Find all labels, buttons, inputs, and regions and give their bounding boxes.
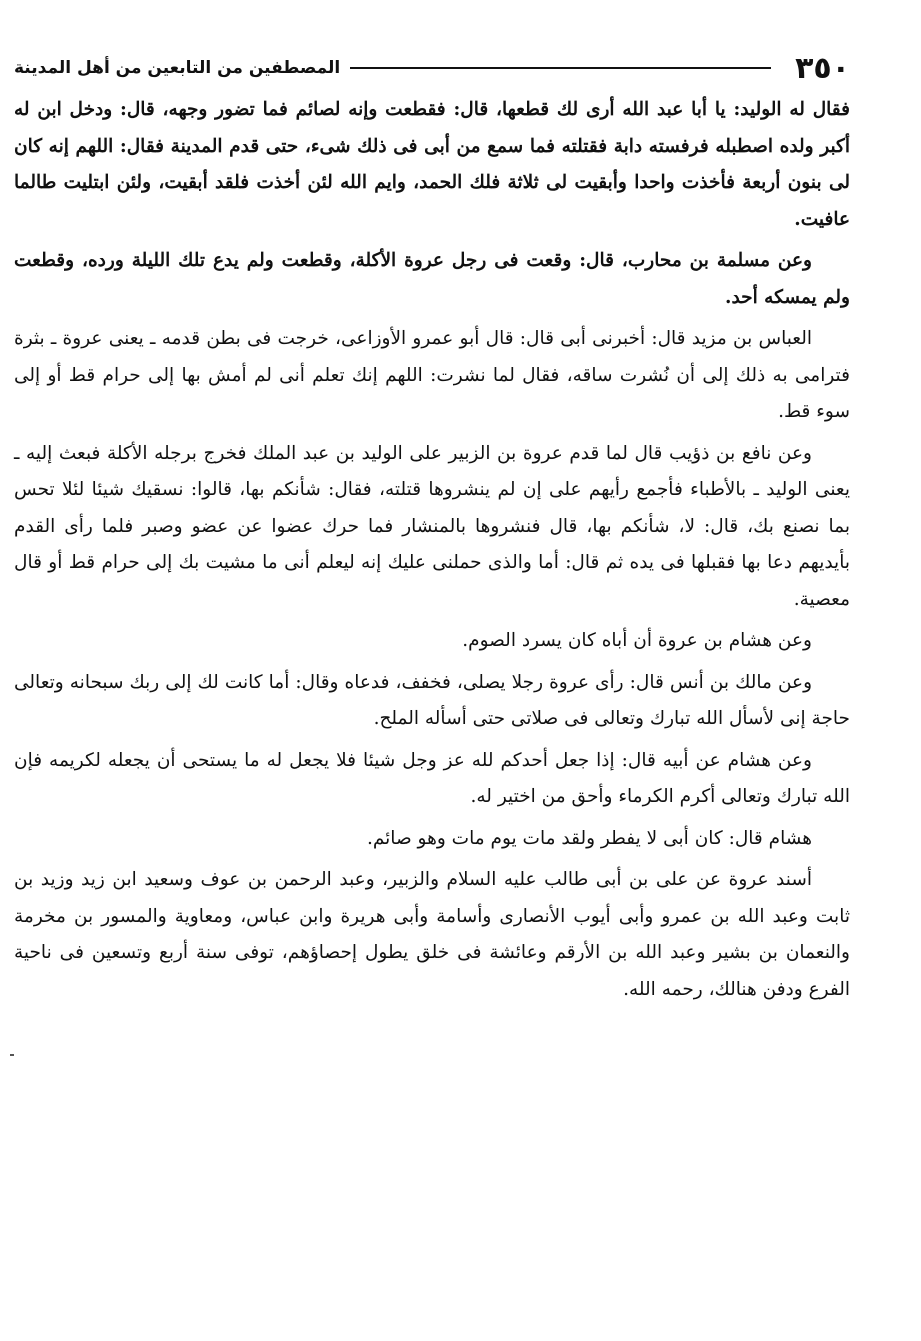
- body-text: [14, 92, 850, 1008]
- running-title: المصطفين من التابعين من أهل المدينة: [14, 58, 341, 78]
- paragraph-4: وعن نافع بن ذؤيب قال لما قدم عروة بن الزبير على الوليد بن عبد الملك فخرج برجله الأكلة فبعث إليه ـ يعنى الوليد ـ بالأطباء فأجمع رأيهم على إن لم ينشروها قتلته، فقال: شأنكم بها، قالوا: نسقيك شيئا لئلا تحس بما نصنع بك، قال: لا، شأنكم بها، قال فنشروها بالمنشار فما حرك عضوا عن عضو وصبر فلما رأى القدم بأيديهم دعا بها فقبلها فى يده ثم قال: أما والذى حملنى عليك إنه ليعلم أنى ما مشيت بك إلى حرام قط أو قال معصية.: [14, 442, 850, 610]
- paragraph-2: وعن مسلمة بن محارب، قال: وقعت فى رجل عروة الأكلة، وقطعت ولم يدع تلك الليلة ورده، وقطعت ولم يمسكه أحد.: [14, 250, 850, 308]
- header-rule: [350, 67, 771, 69]
- paragraph-5: وعن هشام بن عروة أن أباه كان يسرد الصوم.: [462, 630, 812, 651]
- paragraph-6: وعن مالك بن أنس قال: رأى عروة رجلا يصلى، فخفف، فدعاه وقال: أما كانت لك إلى ربك سبحانه وتعالى حاجة إنى لأسأل الله تبارك وتعالى فى صلاتى حتى أسأله الملح.: [14, 671, 850, 729]
- book-page: [14, 48, 850, 1013]
- page-number: ٣٥٠: [795, 50, 850, 86]
- scan-speck: [10, 1054, 14, 1056]
- paragraph-9: أسند عروة عن على بن أبى طالب عليه السلام والزبير، وعبد الرحمن بن عوف وسعيد ابن زيد وزيد بن ثابت وعبد الله بن عمرو وأبى أيوب الأنصارى وأسامة وأبى هريرة وابن عباس، ومعاوية والمسور بن مخرمة والنعمان بن بشير وعبد الله بن الأرقم وعائشة فى خلق يطول إحصاؤهم، توفى سنة أربع وتسعين فى ناحية الفرع ودفن هنالك، رحمه الله.: [14, 869, 850, 1000]
- paragraph-3: العباس بن مزيد قال: أخبرنى أبى قال: قال أبو عمرو الأوزاعى، خرجت فى بطن قدمه ـ يعنى عروة ـ بثرة فترامى به ذلك إلى أن نُشرت ساقه، فقال لما نشرت: اللهم إنك تعلم أنى لم أمش بها إلى حرام قط أو إلى سوء قط.: [14, 328, 850, 422]
- paragraph-8: هشام قال: كان أبى لا يفطر ولقد مات يوم مات وهو صائم.: [366, 827, 812, 849]
- page-header: [14, 48, 850, 88]
- paragraph-7: وعن هشام عن أبيه قال: إذا جعل أحدكم لله عز وجل شيئا فلا يجعل له ما يستحى أن يجعله لكريمه فإن الله تبارك وتعالى أكرم الكرماء وأحق من اختير له.: [14, 749, 850, 807]
- paragraph-1: فقال له الوليد: يا أبا عبد الله أرى لك قطعها، قال: فقطعت وإنه لصائم فما تضور وجهه، قال: ودخل ابن له أكبر ولده اصطبله فرفسته دابة فقتلته فما سمع من أبى فى ذلك شىء، حتى قدم المدينة فقال: اللهم إنه كان لى بنون أربعة فأخذت واحدا وأبقيت لى ثلاثة فلك الحمد، وايم الله لئن أخذت فلقد أبقيت، ولئن ابتليت طالما عافيت.: [14, 99, 850, 230]
